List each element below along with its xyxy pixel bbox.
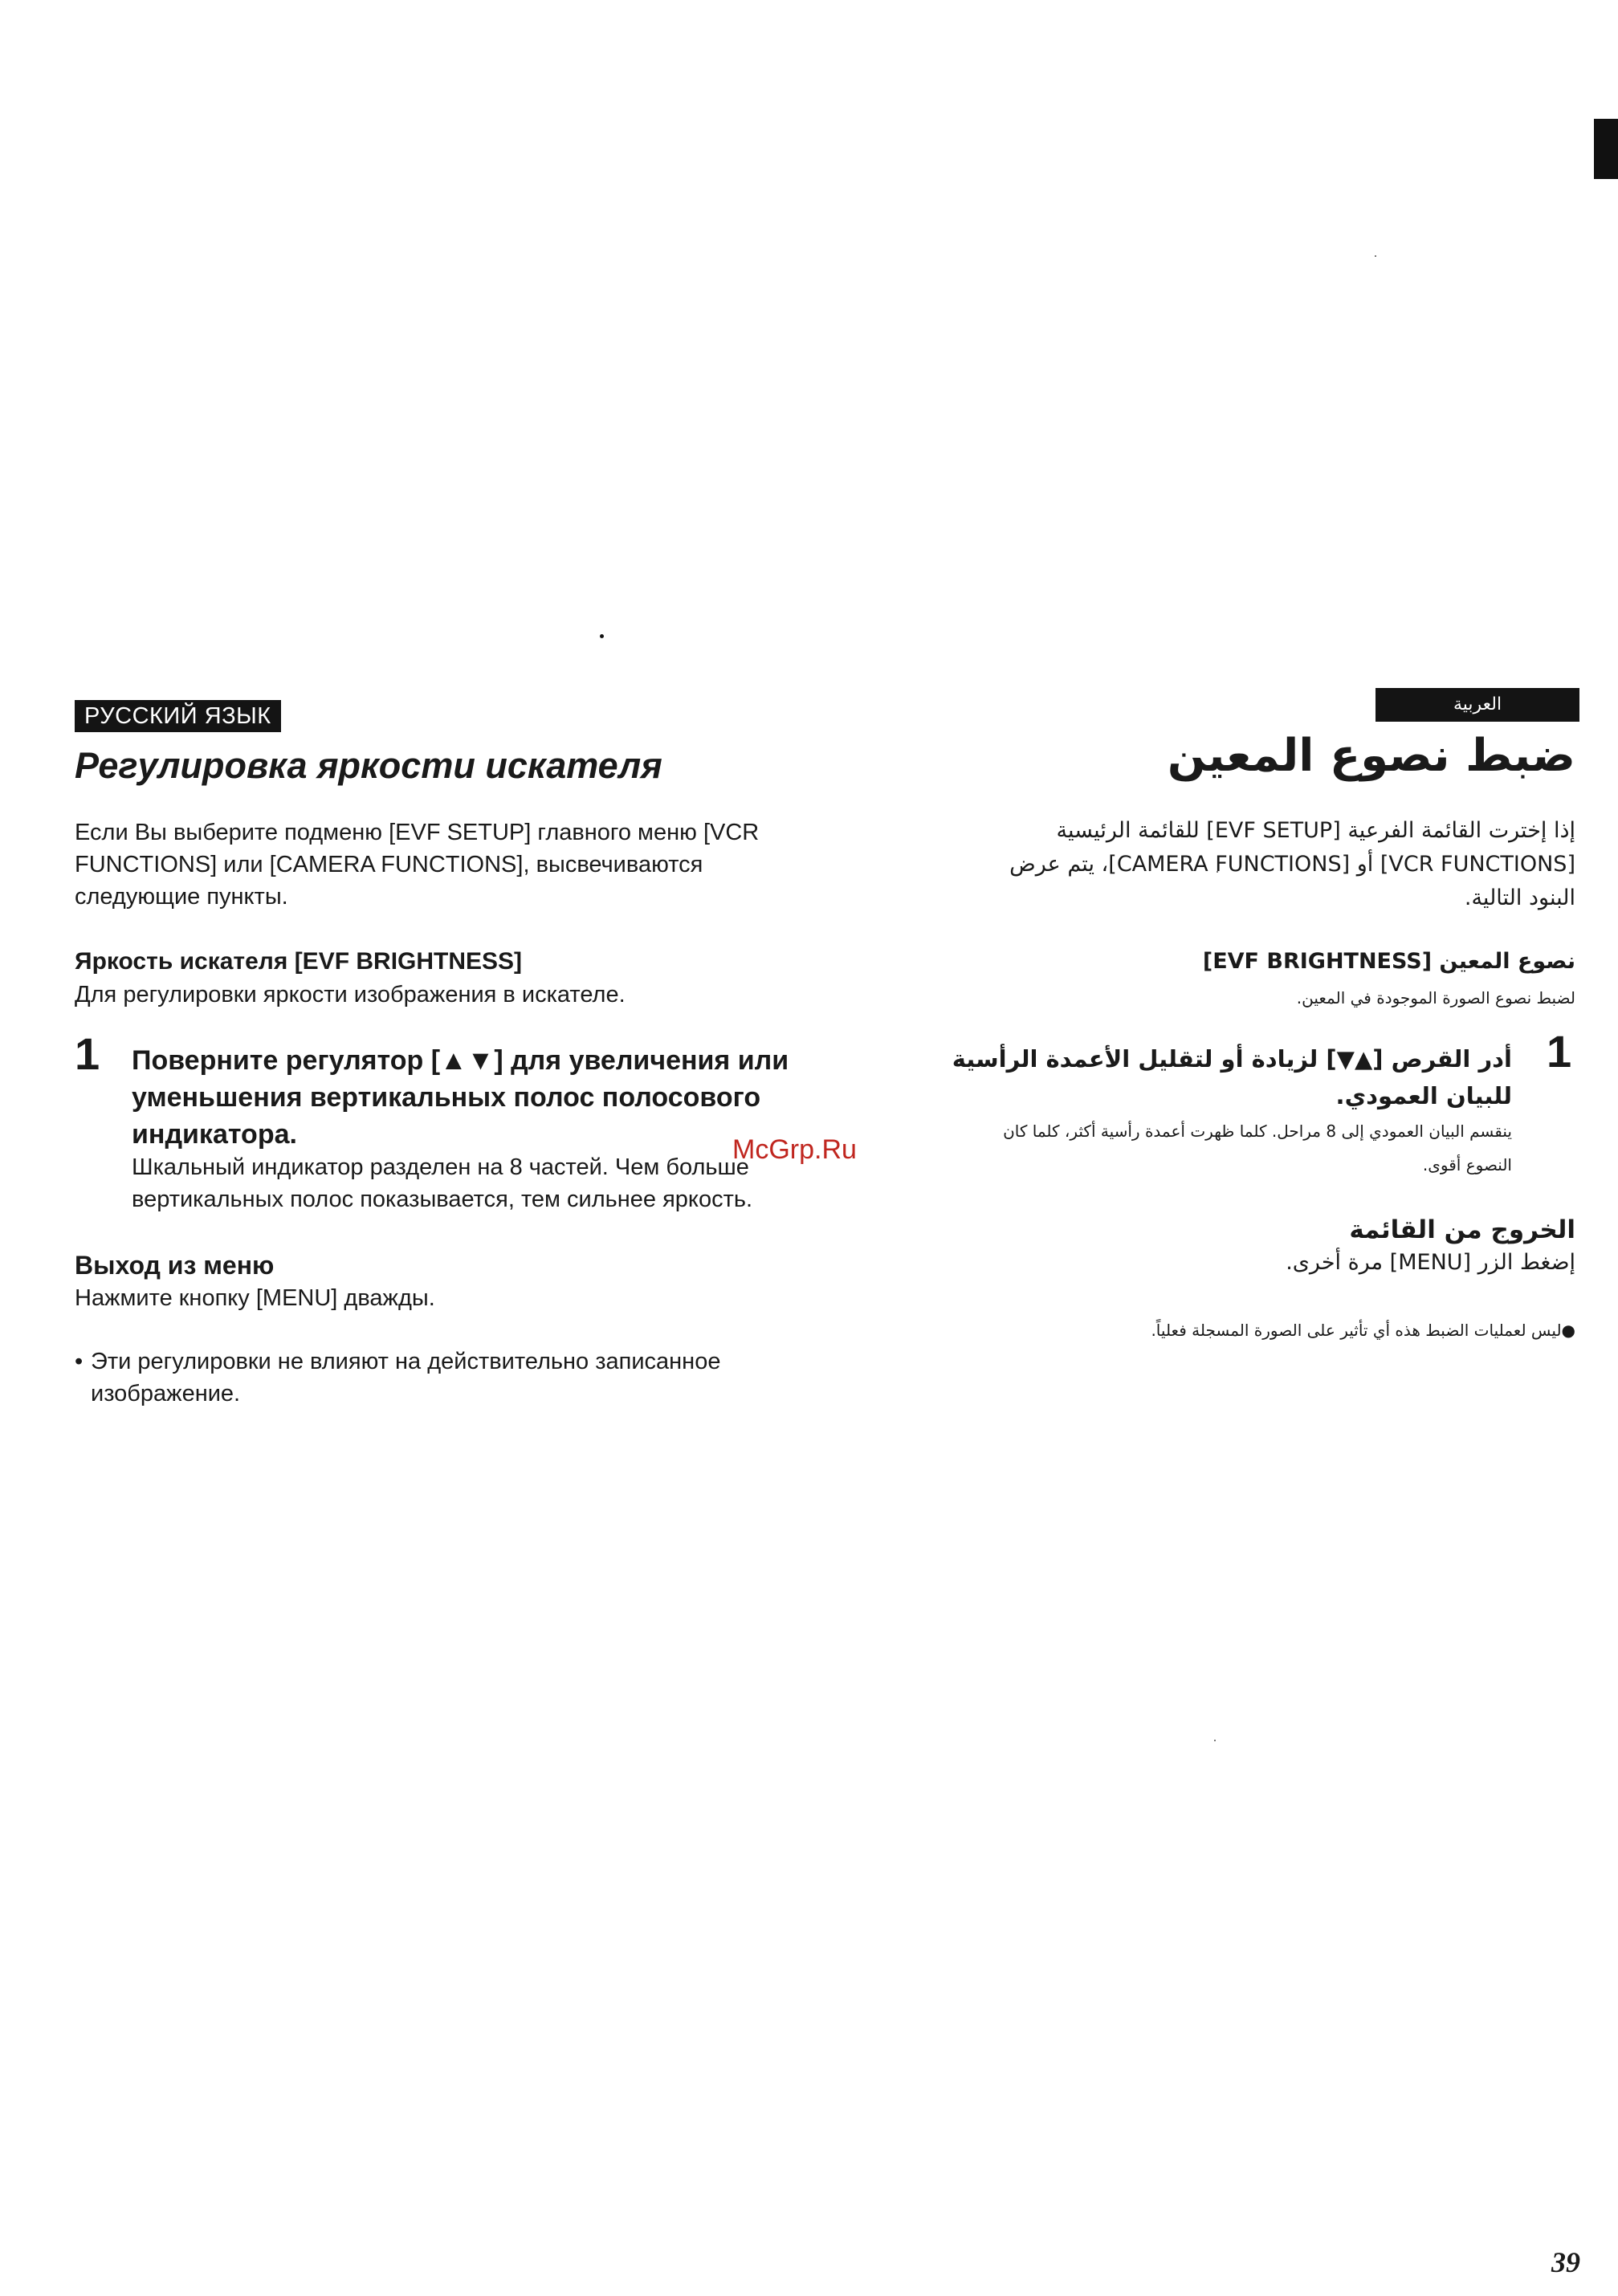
russian-language-badge: РУССКИЙ ЯЗЫК <box>75 700 281 732</box>
russian-step-text-line: вертикальных полос показывается, тем сильнее яркость. <box>132 1187 753 1212</box>
arabic-note: ●ليس لعمليات الضبط هذه أي تأثير على الصورة المسجلة فعلياً. <box>1151 1321 1575 1340</box>
arabic-step-text <box>1003 1114 1512 1182</box>
arabic-exit-menu-text: إضغط الزر [MENU] مرة أخرى. <box>1286 1250 1575 1275</box>
arabic-section-title: ضبط نصوع المعين <box>1167 730 1575 782</box>
bullet-icon: • <box>75 1349 84 1374</box>
russian-exit-menu-text: Нажмите кнопку [MENU] дважды. <box>75 1285 435 1311</box>
russian-step-text-line: Шкальный индикатор разделен на 8 частей. Чем больше <box>132 1154 749 1180</box>
arabic-intro-line: البنود التالية. <box>1464 885 1575 910</box>
russian-step-title-line: уменьшения вертикальных полос полосового <box>132 1082 761 1113</box>
russian-step-title-line: Поверните регулятор [▲▼] для увеличения или <box>132 1045 789 1076</box>
russian-note <box>75 1345 720 1410</box>
arabic-step-title <box>952 1040 1512 1114</box>
russian-intro <box>75 816 759 913</box>
arabic-step-title-line: للبيان العمودي. <box>1335 1082 1512 1109</box>
arabic-step-text-line: ينقسم البيان العمودي إلى 8 مراحل. كلما ظهرت أعمدة رأسية أكثر، كلما كان <box>1003 1122 1512 1141</box>
russian-exit-menu-heading: Выход из меню <box>75 1251 275 1280</box>
russian-step-text <box>132 1151 752 1215</box>
scan-speck <box>1375 255 1376 257</box>
russian-note-line: Эти регулировки не влияют на действительно записанное <box>91 1349 721 1374</box>
arabic-step-text-line: النصوع أقوى. <box>1422 1155 1512 1174</box>
russian-intro-line: FUNCTIONS] или [CAMERA FUNCTIONS], высвечиваются <box>75 852 703 877</box>
russian-step-title-line: индикатора. <box>132 1119 297 1150</box>
scan-speck <box>1214 1740 1216 1741</box>
russian-note-line: изображение. <box>91 1381 241 1407</box>
page-number: 39 <box>1551 2246 1580 2278</box>
arabic-intro-line: [VCR FUNCTIONS] أو [CAMERA FUNCTIONS]، يتم عرض <box>1009 852 1575 877</box>
arabic-intro <box>1009 814 1575 915</box>
edge-index-tab <box>1594 119 1618 179</box>
russian-intro-line: следующие пункты. <box>75 884 288 910</box>
russian-step-number: 1 <box>75 1028 100 1079</box>
arabic-exit-menu-heading: الخروج من القائمة <box>1349 1215 1575 1244</box>
arabic-step-title-line: أدر القرص [▲▼] لزيادة أو لتقليل الأعمدة الرأسية <box>952 1045 1512 1073</box>
russian-intro-line: Если Вы выберите подменю [EVF SETUP] главного меню [VCR <box>75 820 760 845</box>
arabic-brightness-text: لضبط نصوع الصورة الموجودة في المعين. <box>1296 988 1575 1008</box>
russian-brightness-text: Для регулировки яркости изображения в искателе. <box>75 982 626 1008</box>
arabic-step-number: 1 <box>1547 1026 1572 1077</box>
arabic-brightness-heading: نصوع المعين [EVF BRIGHTNESS] <box>1202 949 1575 974</box>
russian-section-title: Регулировка яркости искателя <box>75 745 662 786</box>
arabic-intro-line: إذا إخترت القائمة الفرعية [EVF SETUP] للقائمة الرئيسية <box>1056 818 1575 843</box>
russian-brightness-heading: Яркость искателя [EVF BRIGHTNESS] <box>75 948 523 975</box>
arabic-language-badge: العربية <box>1376 688 1579 722</box>
russian-step-title <box>132 1042 789 1153</box>
scan-speck <box>600 634 604 638</box>
watermark-text: McGrp.Ru <box>732 1134 857 1165</box>
